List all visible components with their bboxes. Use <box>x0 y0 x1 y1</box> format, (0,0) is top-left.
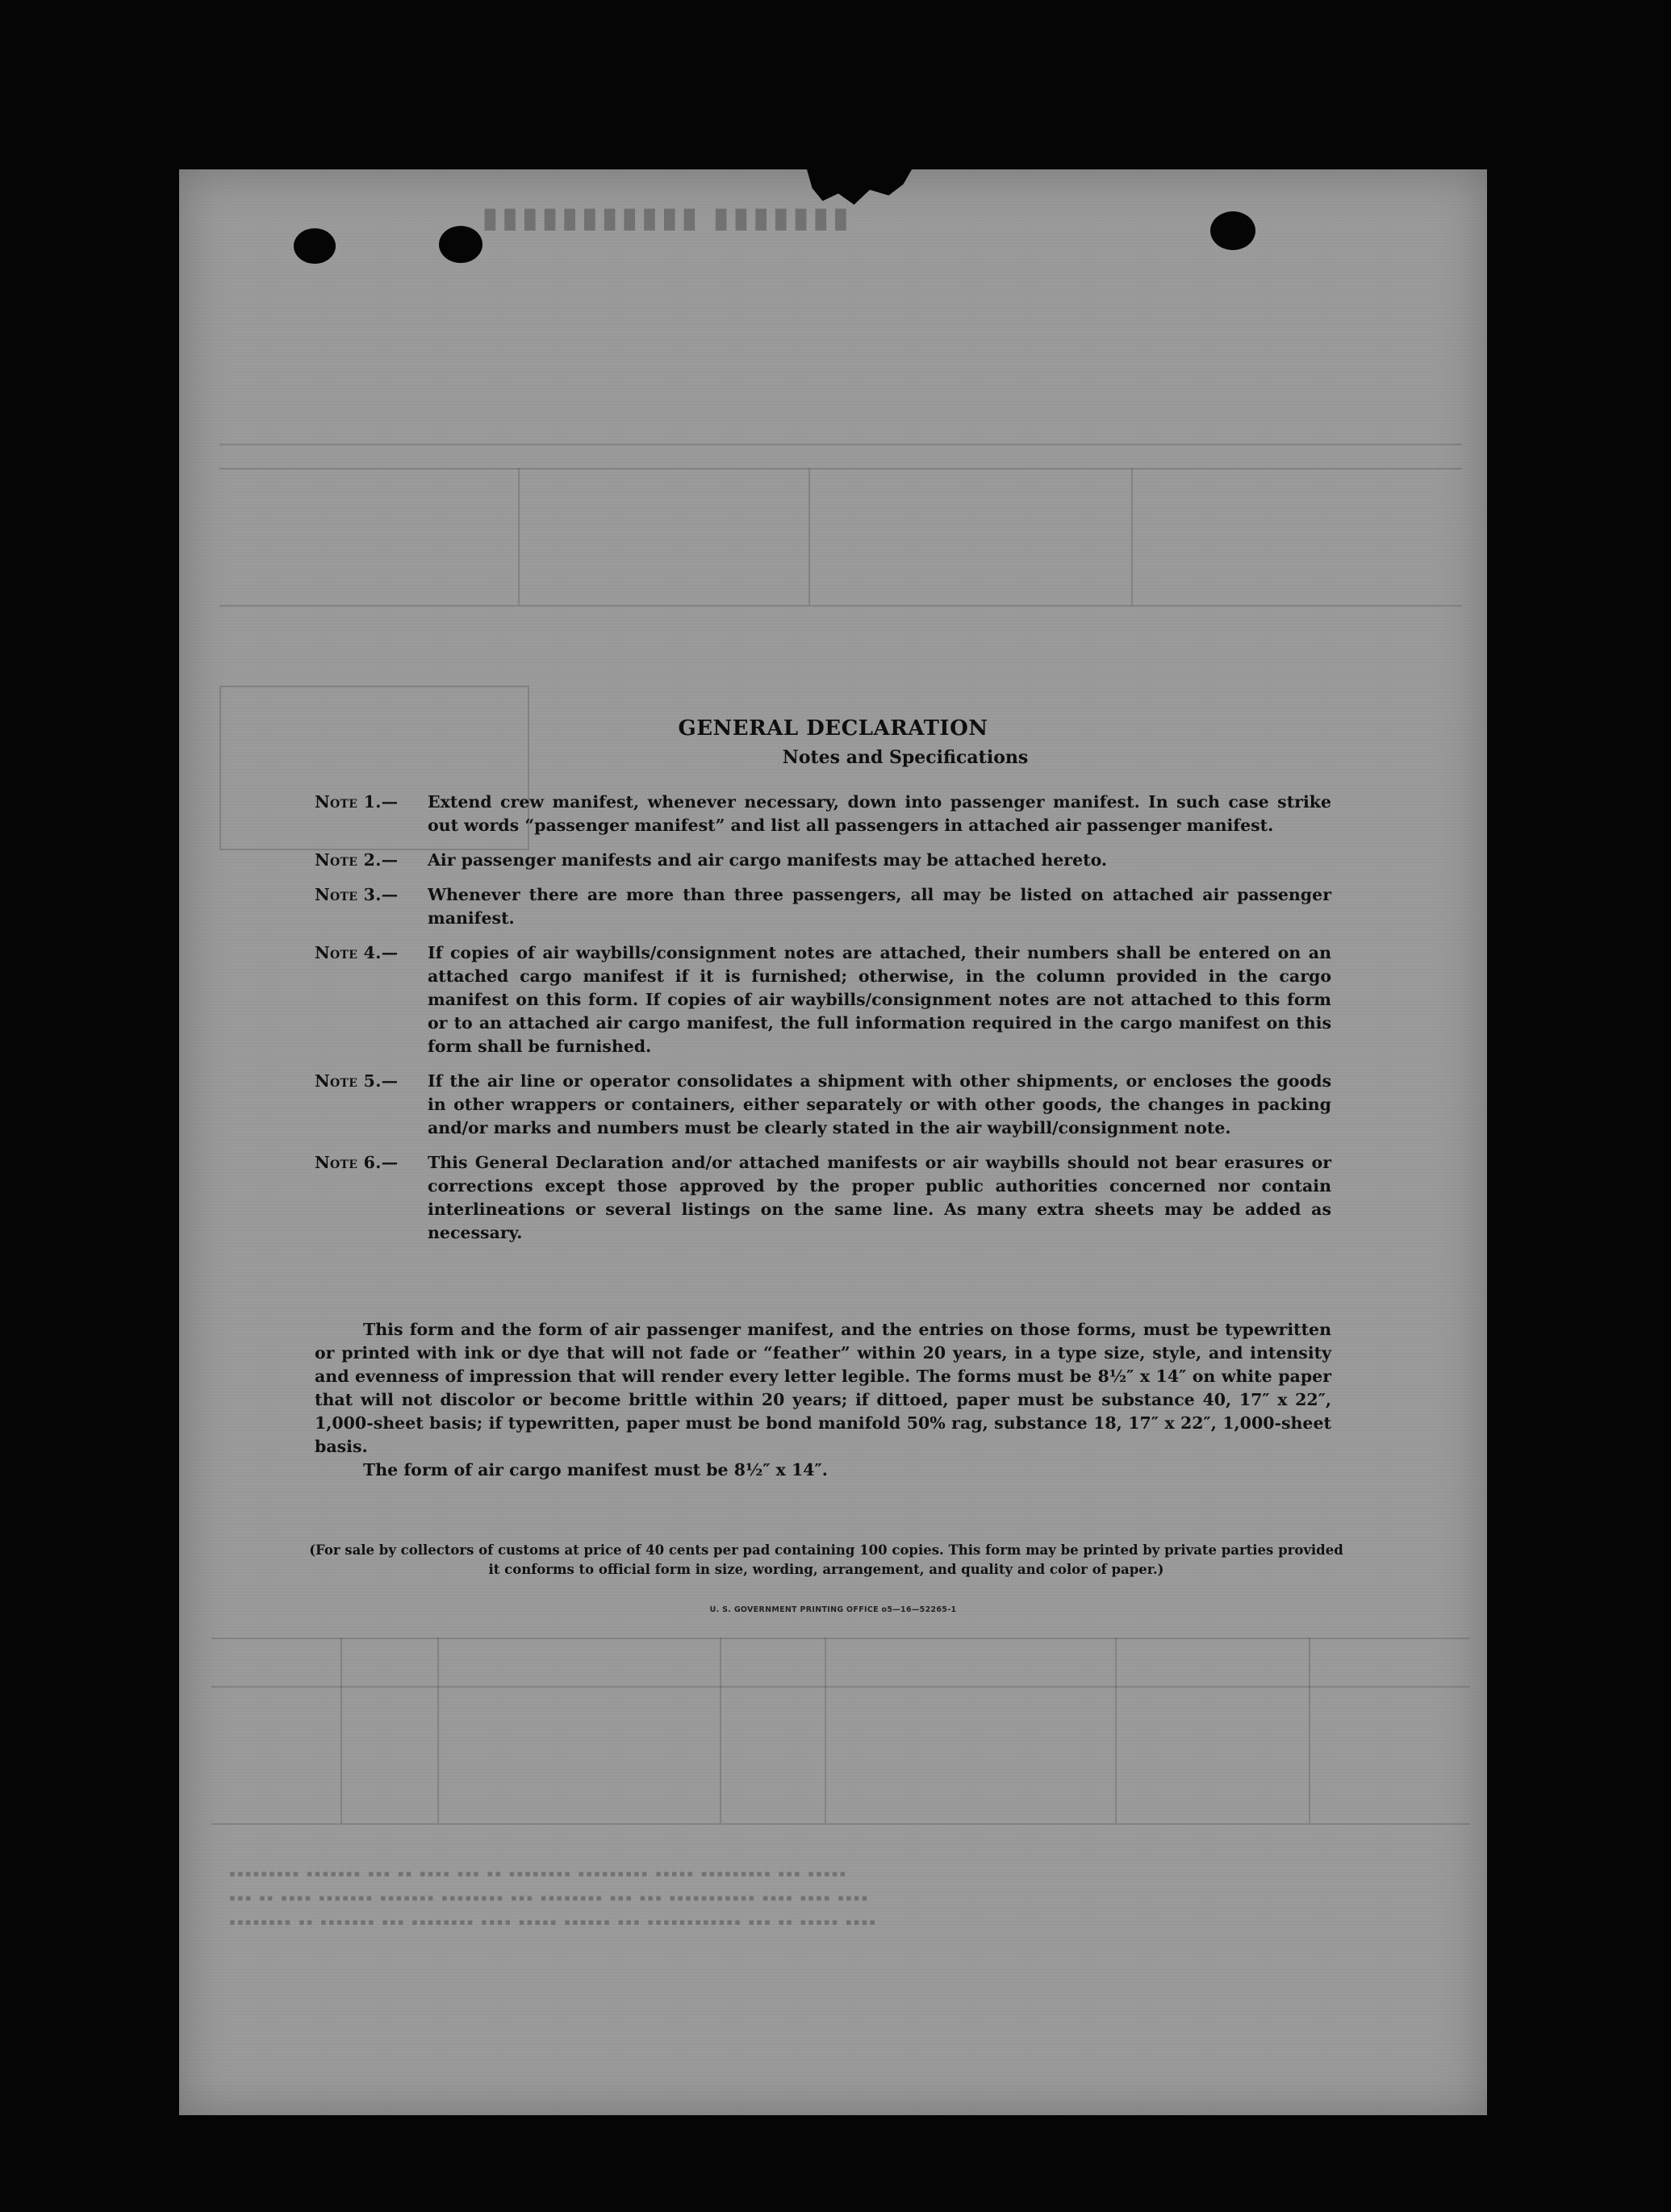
note-5 <box>315 1070 1331 1140</box>
note-5-text: If the air line or operator consolidates a shipment with other shipments, or encloses the goods in other wrappers or containers, either separately or with other goods, the changes in packing and/or marks and numbers must be clearly stated in the air waybill/consignment note. <box>428 1071 1331 1137</box>
punch-hole-left-1 <box>294 228 336 264</box>
note-3-text: Whenever there are more than three passengers, all may be listed on attached air passenger manifest. <box>428 885 1331 928</box>
page-title: GENERAL DECLARATION <box>678 716 988 741</box>
declaration-notes-page <box>179 169 1487 2115</box>
note-4 <box>315 941 1331 1058</box>
note-4-label: Note 4.— <box>315 943 399 962</box>
note-6-label: Note 6.— <box>315 1153 399 1172</box>
note-1-text: Extend crew manifest, whenever necessary, down into passenger manifest. In such case strike out words “passenger manifest” and list all passengers in attached air passenger manifest. <box>428 792 1331 835</box>
punch-hole-right <box>1210 211 1255 250</box>
notes-list <box>315 791 1331 1256</box>
bleedthrough-text: ▪▪▪▪ ▪▪▪▪▪ ▪▪ ▪▪▪ ▪▪▪▪▪▪▪▪▪▪▪▪ ▪▪▪ ▪▪▪▪▪▪ ▪▪▪▪▪ ▪▪▪▪ ▪▪▪▪▪▪▪▪ ▪▪▪ ▪▪▪▪▪▪▪ ▪▪ ▪▪▪▪▪▪▪▪ <box>228 1912 876 1932</box>
note-5-label: Note 5.— <box>315 1071 399 1091</box>
note-4-text: If copies of air waybills/consignment notes are attached, their numbers shall be entered on an attached cargo manifest if it is furnished; otherwise, in the column provided in the cargo manifest on this form. If copies of air waybills/consignment notes are not attached to this form or to an attached air cargo manifest, the full information required in the cargo manifest on this form shall be furnished. <box>428 943 1331 1056</box>
note-1-label: Note 1.— <box>315 792 399 812</box>
note-3-label: Note 3.— <box>315 885 399 904</box>
page-subtitle: Notes and Specifications <box>782 747 1029 768</box>
document-page <box>179 169 1487 2115</box>
note-2-text: Air passenger manifests and air cargo manifests may be attached hereto. <box>428 850 1108 870</box>
printer-imprint: U. S. GOVERNMENT PRINTING OFFICE o5—16—52265-1 <box>709 1605 957 1614</box>
punch-hole-left-2 <box>439 226 483 263</box>
note-3 <box>315 883 1331 930</box>
bleedthrough-header: ▮▮▮▮▮▮▮ ▮▮▮▮▮▮▮▮▮▮▮ <box>478 203 849 233</box>
note-6-text: This General Declaration and/or attached manifests or air waybills should not bear erasures or corrections except those approved by the proper public authorities concerned nor contain interlineations or several listings on the same line. As many extra sheets may be added as necessary. <box>428 1153 1331 1242</box>
note-6 <box>315 1151 1331 1245</box>
bleedthrough-text: ▪▪▪▪▪ ▪▪▪ ▪▪▪▪▪▪▪▪▪ ▪▪▪▪▪ ▪▪▪▪▪▪▪▪▪ ▪▪▪▪▪▪▪▪ ▪▪ ▪▪▪ ▪▪▪▪ ▪▪ ▪▪▪ ▪▪▪▪▪▪▪ ▪▪▪▪▪▪▪▪▪ <box>228 1864 846 1884</box>
cargo-manifest-size-paragraph: The form of air cargo manifest must be 8½″ x 14″. <box>363 1460 828 1480</box>
note-2 <box>315 849 1331 872</box>
sale-note: (For sale by collectors of customs at price of 40 cents per pad containing 100 copies. This form may be printed by private parties provided it conforms to official form in size, wording, arrangement, and quality and color of paper.) <box>309 1542 1343 1577</box>
form-specification-paragraph: This form and the form of air passenger manifest, and the entries on those forms, must be typewritten or printed with ink or dye that will not fade or “feather” within 20 years, in a type size, style, and intensity and evenness of impression that will render every letter legible. The forms must be 8½″ x 14″ on white paper that will not discolor or become brittle within 20 years; if dittoed, paper must be substance 40, 17″ x 22″, 1,000-sheet basis; if typewritten, paper must be bond manifold 50% rag, substance 18, 17″ x 22″, 1,000-sheet basis. <box>315 1320 1331 1456</box>
note-1 <box>315 791 1331 837</box>
note-2-label: Note 2.— <box>315 850 399 870</box>
bleedthrough-text: ▪▪▪▪ ▪▪▪▪ ▪▪▪▪ ▪▪▪▪▪▪▪▪▪▪▪ ▪▪▪ ▪▪▪ ▪▪▪▪▪▪▪▪ ▪▪▪ ▪▪▪▪▪▪▪▪ ▪▪▪▪▪▪▪ ▪▪▪▪▪▪▪ ▪▪▪▪ ▪▪ ▪▪▪ <box>228 1888 868 1908</box>
